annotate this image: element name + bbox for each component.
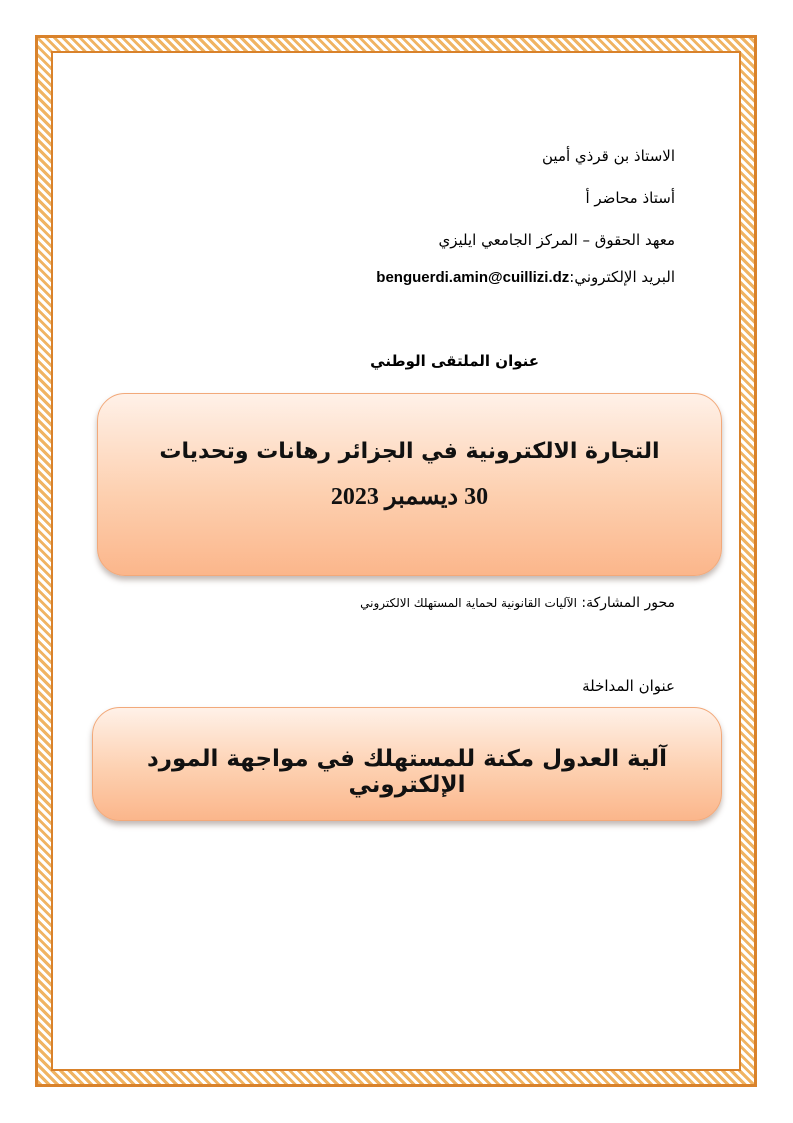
email-label: البريد الإلكتروني: (569, 268, 675, 286)
author-email-line (376, 268, 675, 286)
axis-label: محور المشاركة: (581, 595, 675, 611)
intervention-label: عنوان المداخلة (582, 677, 675, 695)
email-address[interactable]: benguerdi.amin@cuillizi.dz (376, 269, 570, 286)
author-institute: معهد الحقوق – المركز الجامعي ايليزي (438, 231, 675, 249)
conference-title: التجارة الالكترونية في الجزائر رهانات وتحديات (159, 439, 660, 464)
participation-axis (360, 595, 675, 611)
author-name: الاستاذ بن قرذي أمين (542, 147, 675, 165)
conference-date: 30 ديسمبر 2023 (330, 484, 489, 510)
intervention-title: آلية العدول مكنة للمستهلك في مواجهة المورد الإلكتروني (146, 746, 668, 798)
author-rank: أستاذ محاضر أ (585, 189, 675, 207)
conference-title-box (97, 393, 722, 576)
intervention-title-box (92, 707, 722, 821)
conference-label: عنوان الملتقى الوطني (370, 352, 539, 370)
axis-value: الآليات القانونية لحماية المستهلك الالكتروني (360, 596, 577, 610)
